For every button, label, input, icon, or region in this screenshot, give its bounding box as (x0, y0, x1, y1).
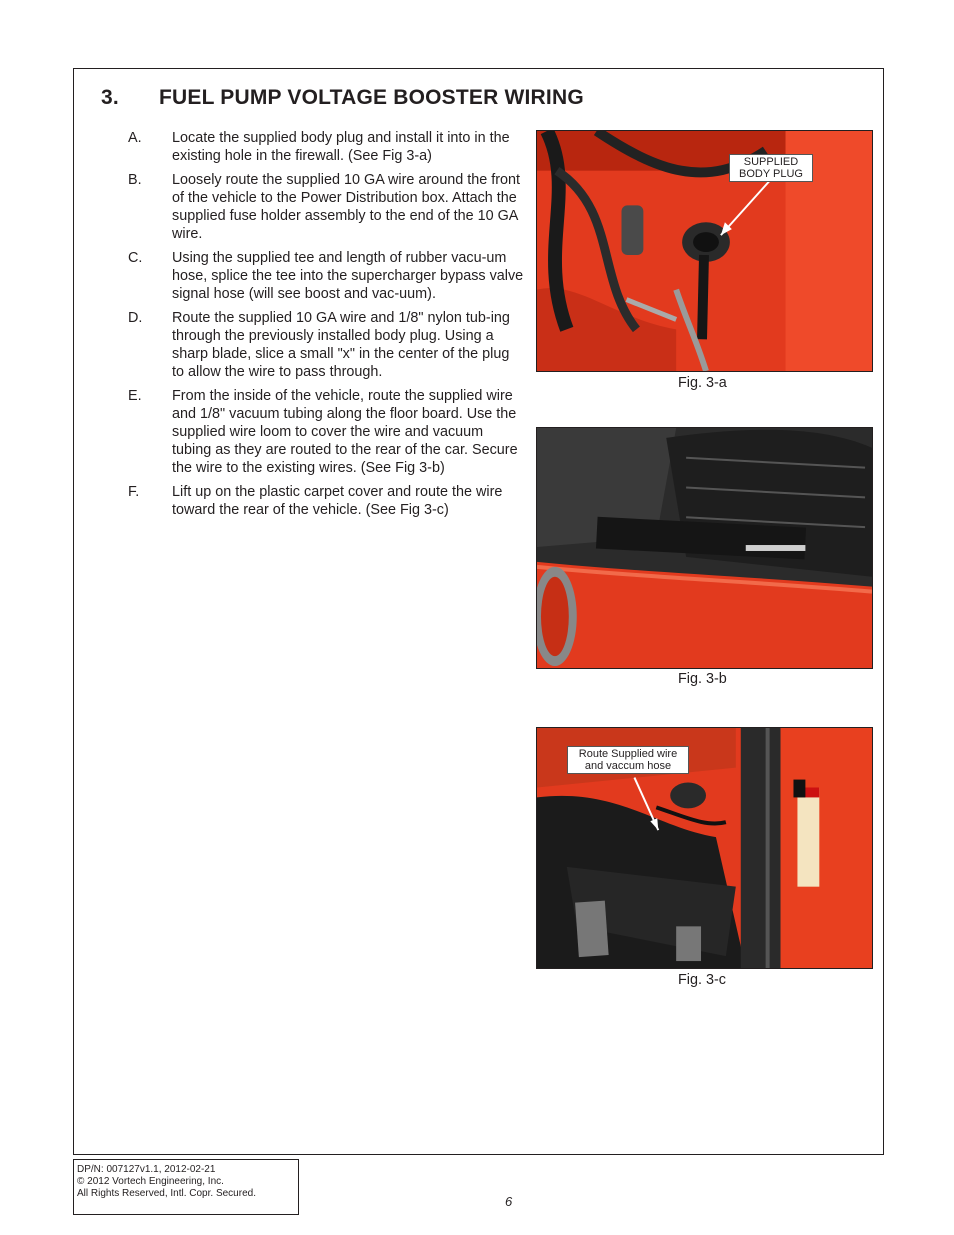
step-letter: D. (128, 310, 143, 326)
part-number: DP/N: 007127v1.1, 2012-02-21 (77, 1164, 216, 1175)
step-text: Loosely route the supplied 10 GA wire around the front of the vehicle to the Power Distribution box. Attach the supplied fuse holder assembly to the end of the 10 GA wire. (172, 172, 520, 242)
figure-3b-caption: Fig. 3-b (678, 671, 727, 687)
step-item (128, 171, 524, 243)
section-heading (101, 86, 584, 110)
section-number: 3. (101, 86, 119, 109)
step-text: Using the supplied tee and length of rubber vacu-um hose, splice the tee into the supercharger bypass valve signal hose (will see boost and vac-uum). (172, 250, 524, 302)
step-letter: A. (128, 130, 142, 146)
callout-body-plug (729, 154, 813, 182)
instruction-list (128, 129, 524, 525)
step-text: From the inside of the vehicle, route the supplied wire and 1/8" vacuum tubing along the floor board. Use the supplied wire loom to cover the wire and vacuum tubing as they are routed to the rear of the car. Secure the wire to the existing wires. (See Fig 3-b) (172, 388, 518, 476)
step-letter: F. (128, 484, 140, 500)
callout-line: Route Supplied wire (578, 748, 678, 760)
section-title: FUEL PUMP VOLTAGE BOOSTER WIRING (159, 86, 584, 109)
callout-line: BODY PLUG (739, 168, 803, 180)
callout-route-wire (567, 746, 689, 774)
figure-3b-photo (536, 427, 873, 669)
rights-reserved: All Rights Reserved, Intl. Copr. Secured. (77, 1188, 256, 1199)
step-text: Lift up on the plastic carpet cover and route the wire toward the rear of the vehicle. (See Fig 3-c) (172, 484, 503, 518)
figure-3a-photo (536, 130, 873, 372)
step-letter: E. (128, 388, 142, 404)
callout-line: and vaccum hose (584, 760, 672, 772)
figure-3c-caption: Fig. 3-c (678, 972, 726, 988)
figure-3a-caption: Fig. 3-a (678, 375, 727, 391)
step-item (128, 129, 524, 165)
step-item (128, 249, 524, 303)
step-text: Locate the supplied body plug and install it into in the existing hole in the firewall. (See Fig 3-a) (172, 130, 510, 164)
step-item (128, 387, 524, 477)
step-item (128, 483, 524, 519)
page-number: 6 (505, 1194, 513, 1209)
callout-line: SUPPLIED (743, 156, 799, 168)
step-item (128, 309, 524, 381)
copyright: © 2012 Vortech Engineering, Inc. (77, 1176, 224, 1187)
step-letter: B. (128, 172, 142, 188)
step-text: Route the supplied 10 GA wire and 1/8" nylon tub-ing through the previously installed body plug. Using a sharp blade, slice a small "x" in the center of the plug to allow the wire to pass through. (172, 310, 510, 380)
document-info-box (73, 1159, 299, 1215)
step-letter: C. (128, 250, 143, 266)
